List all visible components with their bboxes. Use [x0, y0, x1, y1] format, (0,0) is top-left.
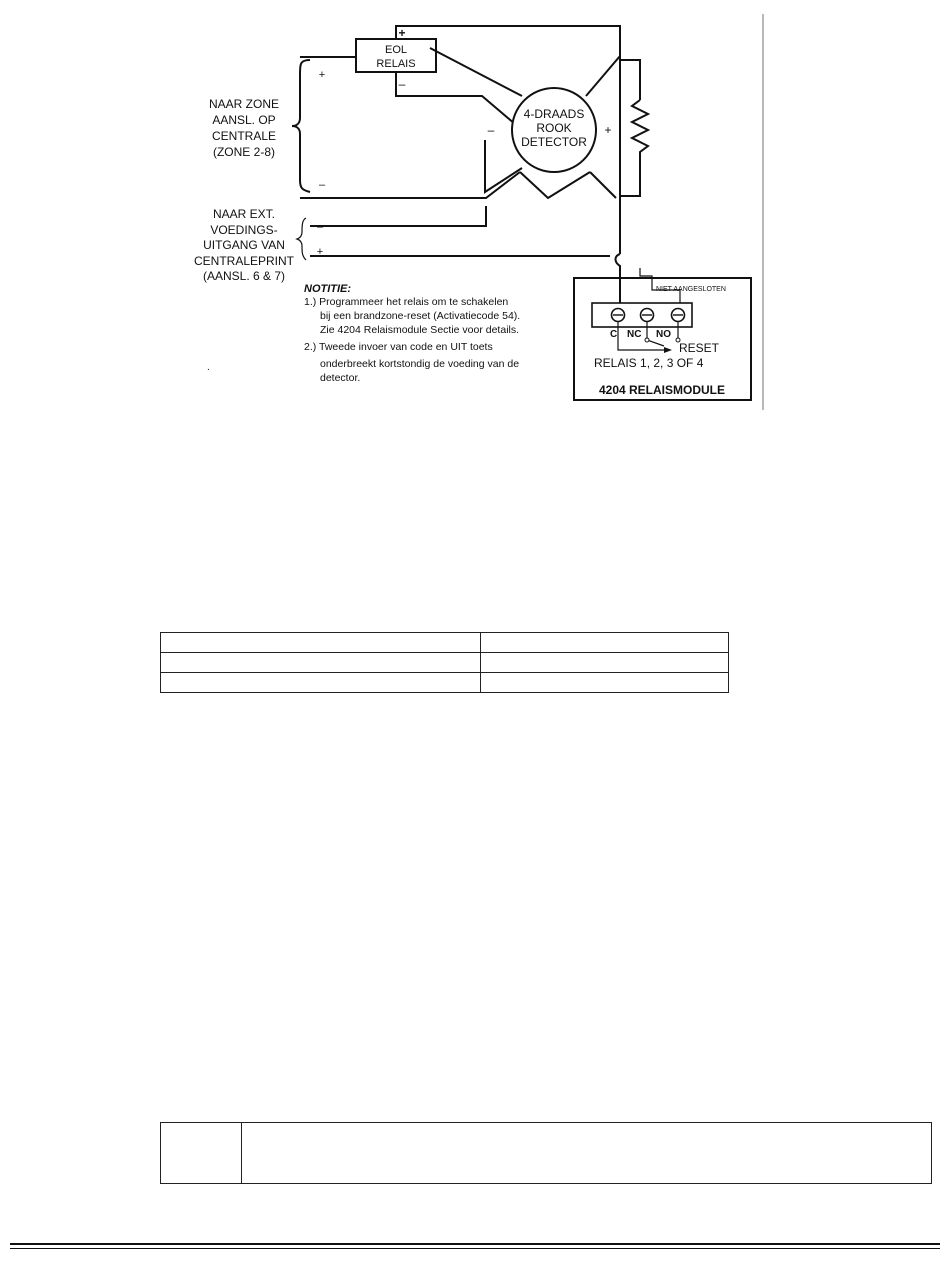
- note-title: NOTITIE:: [304, 283, 352, 295]
- ext-label-3: UITGANG VAN: [203, 238, 285, 252]
- note-box: [160, 1122, 932, 1184]
- table-cell: [161, 673, 481, 693]
- detector-label-1: 4-DRAADS: [523, 107, 585, 121]
- table-row: [161, 673, 729, 693]
- zone-label-4: (ZONE 2-8): [212, 145, 276, 159]
- table-cell: [481, 653, 729, 673]
- wire-to-module-c: [616, 254, 621, 305]
- eol-minus-mark: –: [398, 77, 406, 91]
- not-connected-label: NIET AANGESLOTEN: [656, 286, 726, 293]
- reset-arrow-icon: [664, 347, 672, 353]
- empty-table: [160, 632, 729, 693]
- detector-plus-mark: +: [604, 123, 612, 137]
- ext-label-4: CENTRALEPRINT: [193, 254, 295, 268]
- table-cell: [161, 633, 481, 653]
- relay-module-title: 4204 RELAISMODULE: [598, 383, 726, 397]
- wire-zone-minus: [300, 172, 520, 198]
- table-cell: [161, 653, 481, 673]
- relay-contact-nc: [645, 338, 649, 342]
- zone-plus-mark: +: [318, 69, 326, 81]
- note-line-2: bij een brandzone-reset (Activatiecode 54).: [320, 310, 521, 322]
- zone-label-2: AANSL. OP: [212, 113, 276, 127]
- eol-relay-label-1: EOL: [384, 44, 408, 56]
- wire-eol-minus: [396, 72, 522, 130]
- zone-minus-mark: –: [318, 179, 326, 191]
- ext-label-1: NAAR EXT.: [212, 207, 276, 221]
- terminal-no-label: NO: [656, 329, 671, 340]
- reset-label: RESET: [679, 341, 720, 355]
- table-row: [161, 653, 729, 673]
- zone-label-1: NAAR ZONE: [208, 97, 280, 111]
- eol-plus-mark: +: [398, 26, 406, 40]
- ext-plus-mark: +: [316, 246, 324, 258]
- detector-label-2: ROOK: [536, 121, 572, 135]
- footer-rule-thin: [10, 1248, 940, 1249]
- table-row: [161, 633, 729, 653]
- wire-resistor-top: [620, 60, 640, 100]
- resistor-zigzag: [620, 100, 648, 196]
- detector-minus-mark: –: [487, 123, 495, 137]
- wire-cross-bottom-right: [590, 172, 616, 198]
- note-line-6: detector.: [320, 372, 361, 384]
- wire-ext-minus: [310, 206, 486, 226]
- note-line-4: 2.) Tweede invoer van code en UIT toets: [304, 341, 493, 353]
- ext-label-2: VOEDINGS-: [210, 223, 278, 237]
- eol-relay-label-2: RELAIS: [376, 58, 416, 70]
- ext-brace: [297, 218, 306, 260]
- zone-brace: [292, 60, 310, 192]
- wire-cross-top-right: [586, 56, 620, 96]
- detector-label-3: DETECTOR: [521, 135, 587, 149]
- stray-dot: .: [207, 362, 210, 373]
- wiring-diagram: [0, 0, 950, 420]
- wire-cross-top-left: [430, 48, 522, 96]
- zone-label-3: CENTRALE: [211, 129, 277, 143]
- terminal-c-label: C: [610, 329, 618, 340]
- note-box-icon-cell: [161, 1123, 242, 1183]
- table-cell: [481, 633, 729, 653]
- ext-minus-mark: –: [316, 221, 324, 233]
- ext-label-5: (AANSL. 6 & 7): [202, 269, 286, 283]
- note-line-5: onderbreekt kortstondig de voeding van de: [320, 358, 520, 370]
- terminal-nc-label: NC: [627, 329, 642, 340]
- footer-rule-thick: [10, 1243, 940, 1245]
- relays-label: RELAIS 1, 2, 3 OF 4: [594, 356, 704, 370]
- note-box-text-cell: [242, 1123, 931, 1183]
- table-cell: [481, 673, 729, 693]
- wire-cross-bottom: [520, 172, 590, 198]
- note-line-1: 1.) Programmeer het relais om te schakelen: [304, 296, 509, 308]
- note-line-3: Zie 4204 Relaismodule Sectie voor details.: [320, 324, 520, 336]
